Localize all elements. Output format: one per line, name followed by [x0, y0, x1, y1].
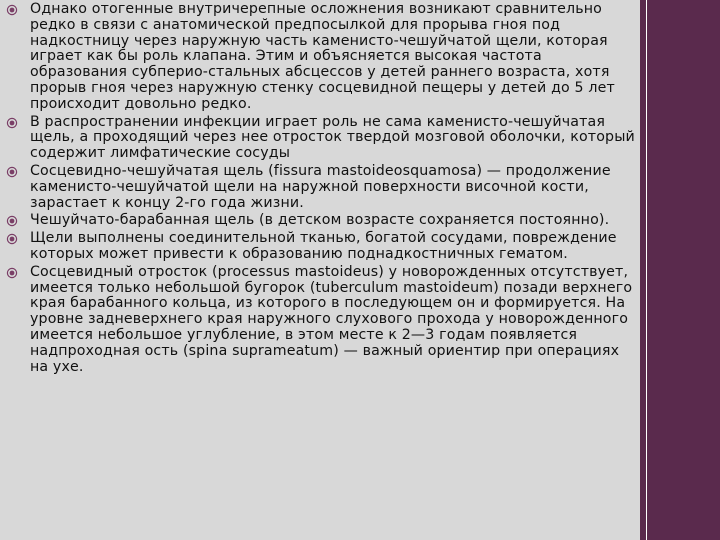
bullet-text: Щели выполнены соединительной тканью, богатой сосудами, повреждение которых может привести к образованию поднадкостничных гематом. [30, 230, 617, 262]
list-item [6, 213, 638, 229]
circle-bullet-icon [6, 117, 18, 129]
bullet-text: Сосцевидный отросток (processus mastoideus) у новорожденных отсутствует, имеется только небольшой бугорок (tuberculum mastoideum) позади верхнего края барабанного кольца, из которого в последующем он и формируется. На уровне задневерхнего края наружного слухового прохода у новорожденного имеется небольшое углубление, в этом месте к 2—3 годам появляется надпроходная ость (spina suprameatum) — важный ориентир при операциях на ухе. [30, 263, 633, 375]
list-item [6, 115, 638, 162]
circle-bullet-icon [6, 267, 18, 279]
circle-bullet-icon [6, 166, 18, 178]
bullet-text: Сосцевидно-чешуйчатая щель (fissura mastoideosquamosa) — продолжение каменисто-чешуйчатой щели на наружной поверхности височной кости, зарастает к концу 2-го года жизни. [30, 162, 611, 211]
accent-divider-line [646, 0, 647, 540]
circle-bullet-icon [6, 4, 18, 16]
list-item [6, 2, 638, 113]
bullet-text: В распространении инфекции играет роль не сама каменисто-чешуйчатая щель, а проходящий через нее отросток твердой мозговой оболочки, который содержит лимфатические сосуды [30, 113, 635, 162]
list-item [6, 265, 638, 376]
list-item [6, 164, 638, 211]
circle-bullet-icon [6, 215, 18, 227]
bullet-text: Чешуйчато-барабанная щель (в детском возрасте сохраняется постоянно). [30, 212, 610, 229]
list-item [6, 231, 638, 263]
bullet-text: Однако отогенные внутричерепные осложнения возникают сравнительно редко в связи с анатомической предпосылкой для прорыва гноя под надкостницу через наружную часть каменисто-чешуйчатой щели, которая играет как бы роль клапана. Этим и объясняется высокая частота образования субперио-стальных абсцессов у детей раннего возраста, хотя прорыв гноя через наружную стенку сосцевидной пещеры у детей до 5 лет происходит довольно редко. [30, 1, 615, 112]
circle-bullet-icon [6, 233, 18, 245]
bullet-list [6, 2, 638, 377]
accent-side-bar [640, 0, 720, 540]
